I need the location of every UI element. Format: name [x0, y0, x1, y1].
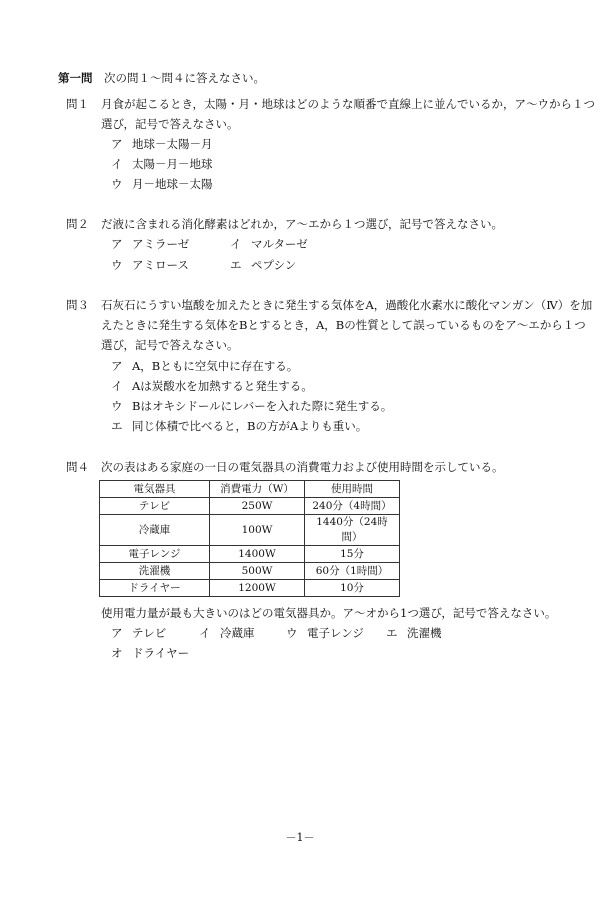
q3-option-mark: ウ: [111, 399, 123, 413]
q2-option-text: マルターゼ: [251, 237, 308, 251]
q3-option-mark: ア: [111, 359, 123, 373]
table-cell: 15分: [305, 546, 400, 563]
q1-option-text: 太陽－月－地球: [132, 157, 213, 171]
q4-option-mark: ア: [111, 626, 123, 640]
page-number: －1－: [285, 831, 315, 844]
table-cell: 洗濯機: [100, 563, 210, 580]
q2-option-mark: イ: [230, 237, 242, 251]
q3-option-text: 同じ体積で比べると，Bの方がAよりも重い。: [132, 419, 368, 433]
q4-option-text: 冷蔵庫: [220, 626, 255, 640]
q3-option-text: Aは炭酸水を加熱すると発生する。: [132, 379, 313, 393]
q3-text-line3: 選び，記号で答えなさい。: [101, 338, 239, 352]
q3-option-text: Bはオキシドールにレバーを入れた際に発生する。: [132, 399, 393, 413]
q4-option-text: 洗濯機: [407, 626, 442, 640]
power-table: [99, 480, 400, 597]
q4-option-text: テレビ: [132, 626, 167, 640]
q2-number: 問２: [66, 217, 89, 231]
table-cell: 1440分（24時間）: [305, 515, 400, 546]
section-instruction: 次の問１～問４に答えなさい。: [104, 71, 265, 85]
q2-option-text: ペプシン: [251, 258, 297, 272]
q1-option-mark: ア: [111, 137, 123, 151]
q2-option-mark: ウ: [111, 258, 123, 272]
table-row: [100, 515, 400, 546]
q1-option-text: 地球－太陽－月: [132, 137, 213, 151]
table-row: [100, 498, 400, 515]
table-cell: 1200W: [210, 580, 305, 597]
q4-number: 問４: [66, 460, 89, 474]
table-cell: 電子レンジ: [100, 546, 210, 563]
q3-option-mark: イ: [111, 379, 123, 393]
q3-option-mark: エ: [111, 419, 123, 433]
table-cell: 240分（4時間）: [305, 498, 400, 515]
q1-option-mark: イ: [111, 157, 123, 171]
q1-number: 問１: [66, 97, 89, 111]
table-header-cell: 消費電力（W）: [210, 481, 305, 498]
table-cell: テレビ: [100, 498, 210, 515]
q3-option-text: A，Bともに空気中に存在する。: [132, 359, 299, 373]
table-cell: 60分（1時間）: [305, 563, 400, 580]
q3-number: 問３: [66, 298, 89, 312]
q2-text: だ液に含まれる消化酵素はどれか，ア～エから１つ選び，記号で答えなさい。: [101, 217, 504, 231]
q4-option-text: 電子レンジ: [307, 626, 364, 640]
section-label: 第一問: [58, 71, 93, 85]
table-row: [100, 563, 400, 580]
q4-option-mark: ウ: [286, 626, 298, 640]
table-cell: 500W: [210, 563, 305, 580]
q2-option-text: アミラーゼ: [132, 237, 190, 251]
table-cell: 1400W: [210, 546, 305, 563]
q1-option-mark: ウ: [111, 177, 123, 191]
q1-option-text: 月－地球－太陽: [132, 177, 213, 191]
table-cell: 10分: [305, 580, 400, 597]
q2-option-mark: ア: [111, 237, 123, 251]
q2-option-mark: エ: [230, 258, 242, 272]
q4-option-text: ドライヤー: [132, 646, 190, 660]
table-header-cell: 使用時間: [305, 481, 400, 498]
q3-text-line1: 石灰石にうすい塩酸を加えたときに発生する気体をA，過酸化水素水に酸化マンガン（Ⅳ）を加: [101, 298, 593, 312]
q1-text-line2: 選び，記号で答えなさい。: [101, 117, 239, 131]
q2-option-text: アミロース: [132, 258, 189, 272]
q4-option-mark: エ: [386, 626, 398, 640]
q4-intro: 次の表はある家庭の一日の電気器具の消費電力および使用時間を示している。: [101, 460, 504, 474]
table-cell: 100W: [210, 515, 305, 546]
table-row: [100, 580, 400, 597]
table-cell: 250W: [210, 498, 305, 515]
q4-question: 使用電力量が最も大きいのはどの電気器具か。ア～オから1つ選び，記号で答えなさい。: [101, 606, 557, 620]
q3-text-line2: えたときに発生する気体をBとするとき，A，Bの性質として誤っているものをア～エから１つ: [101, 318, 586, 332]
table-header-row: [100, 481, 400, 498]
table-cell: ドライヤー: [100, 580, 210, 597]
q4-option-mark: オ: [111, 646, 123, 660]
q1-text-line1: 月食が起こるとき，太陽・月・地球はどのような順番で直線上に並んでいるか，ア～ウから１つ: [101, 97, 596, 111]
table-cell: 冷蔵庫: [100, 515, 210, 546]
q4-option-mark: イ: [199, 626, 211, 640]
table-header-cell: 電気器具: [100, 481, 210, 498]
table-row: [100, 546, 400, 563]
